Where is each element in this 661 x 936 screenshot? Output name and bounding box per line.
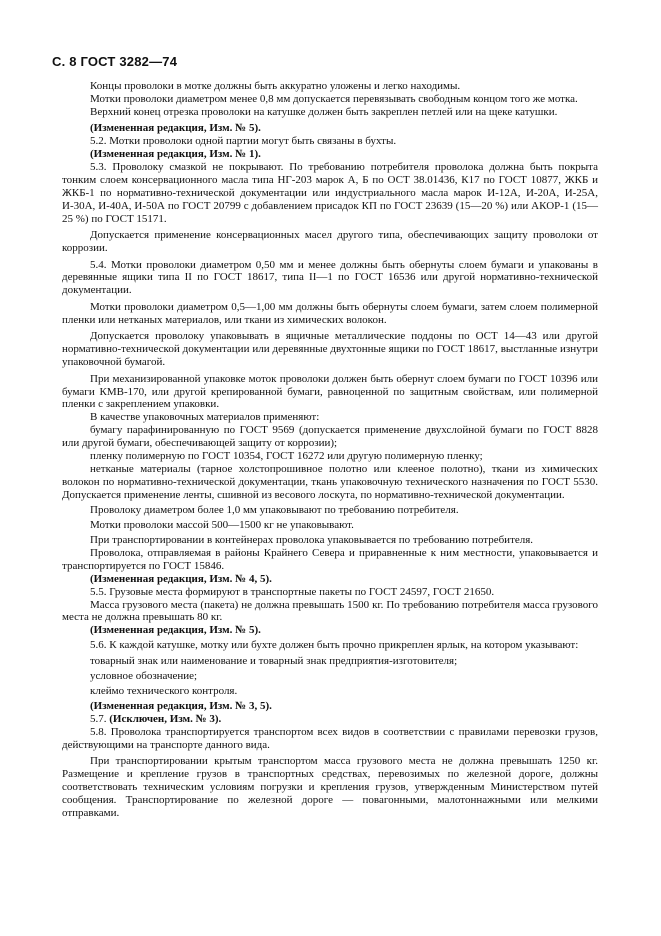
list-item: условное обозначение;: [90, 669, 198, 682]
paragraph: 5.4. Мотки проволоки диаметром 0,50 мм и менее должны быть обернуты слоем бумаги и упакованы в деревянные ящики типа II по ГОСТ 18617, типа II—1 по ГОСТ 16536 или другой нормативно-технической документации.: [62, 258, 598, 297]
paragraph: Допускается проволоку упаковывать в ящичные металлические поддоны по ОСТ 14—43 или другой нормативно-технической документации или деревянные двухтонные ящики по ГОСТ 18617, выстланные изнутри упаковочной бумагой.: [62, 330, 598, 369]
paragraph: 5.5. Грузовые места формируют в транспортные пакеты по ГОСТ 24597, ГОСТ 21650.: [90, 585, 495, 598]
paragraph: нетканые материалы (тарное холстопрошивное полотно или клееное полотно), ткани из химических волокон по нормативно-технической документации, ткань упаковочную технического назначения по ГОСТ 5530. Допускается применение ленты, сшивной из весового лоскута, по нормативно-технической документации.: [62, 462, 598, 501]
paragraph: Мотки проволоки массой 500—1500 кг не упаковывают.: [90, 518, 354, 531]
paragraph: При транспортировании крытым транспортом масса грузового места не должна превышать 1250 кг. Размещение и крепление грузов в транспортных средствах, перевозимых по железной дороге, должны соответствовать техническим условиям погрузки и крепления грузов, утвержденным Министерством путей сообщения. Транспортирование по железной дороге — повагонными, малотоннажными или мелкими отправками.: [62, 755, 598, 819]
amendment-note: (Измененная редакция, Изм. № 3, 5).: [90, 699, 272, 712]
paragraph: При механизированной упаковке моток проволоки должен быть обернут слоем бумаги по ГОСТ 10396 или бумаги КМВ-170, или другой крепированной бумаги, равноценной по защитным свойствам, или полимерной пленки с закреплением упаковки.: [62, 372, 598, 411]
list-item: товарный знак или наименование и товарный знак предприятия-изготовителя;: [90, 654, 458, 667]
clause-status: (Исключен, Изм. № 3).: [109, 712, 222, 725]
paragraph: 5.3. Проволоку смазкой не покрывают. По требованию потребителя проволока должна быть покрыта тонким слоем консервационного масла типа НГ-203 марок А, Б по ОСТ 38.01436, К17 по ГОСТ 10877, ЖКБ и ЖКБ-1 по нормативно-технической документации или индустриального масла марок И-12А, И-20А, И-25А, И-30А, И-40А, И-50А по ГОСТ 20799 с добавлением присадок КП по ГОСТ 23639 (15—20 %) или АКОР-1 (15—25 %) по ГОСТ 15171.: [62, 161, 598, 225]
paragraph: При транспортировании в контейнерах проволока упаковывается по требованию потребителя.: [90, 534, 534, 547]
amendment-note: (Измененная редакция, Изм. № 5).: [90, 624, 261, 637]
list-item: клеймо технического контроля.: [90, 684, 238, 697]
paragraph: 5.8. Проволока транспортируется транспортом всех видов в соответствии с правилами перевозки грузов, действующими на транспорте данного вида.: [62, 725, 598, 751]
paragraph: 5.6. К каждой катушке, мотку или бухте должен быть прочно прикреплен ярлык, на котором указывают:: [90, 639, 579, 652]
paragraph: бумагу парафинированную по ГОСТ 9569 (допускается применение двухслойной бумаги по ГОСТ 8828 или другой бумаги, обеспечивающей защиту от коррозии);: [62, 424, 598, 450]
paragraph: Проволока, отправляемая в районы Крайнего Севера и приравненные к ним местности, упаковывается и транспортируется по ГОСТ 15846.: [62, 546, 598, 572]
paragraph: Верхний конец отрезка проволоки на катушке должен быть закреплен петлей или на щеке катушки.: [90, 105, 558, 118]
paragraph: Мотки проволоки диаметром 0,5—1,00 мм должны быть обернуты слоем бумаги, затем слоем полимерной пленки или нетканых материалов, или ткани из химических волокон.: [62, 300, 598, 326]
paragraph: Проволоку диаметром более 1,0 мм упаковывают по требованию потребителя.: [90, 503, 459, 516]
paragraph: пленку полимерную по ГОСТ 10354, ГОСТ 16272 или другую полимерную пленку;: [90, 450, 483, 463]
paragraph: Концы проволоки в мотке должны быть аккуратно уложены и легко находимы.: [90, 80, 461, 92]
amendment-note: (Измененная редакция, Изм. № 4, 5).: [90, 572, 272, 585]
amendment-note: (Измененная редакция, Изм. № 5).: [90, 122, 261, 135]
amendment-note: (Измененная редакция, Изм. № 1).: [90, 148, 261, 161]
paragraph: 5.2. Мотки проволоки одной партии могут быть связаны в бухты.: [90, 135, 397, 148]
page-header: С. 8 ГОСТ 3282—74: [52, 54, 178, 69]
clause-number: 5.7.: [90, 712, 110, 725]
paragraph: В качестве упаковочных материалов применяют:: [90, 411, 320, 424]
paragraph: Допускается применение консервационных масел другого типа, обеспечивающих защиту проволоки от коррозии.: [62, 229, 598, 255]
excluded-clause: [62, 713, 598, 726]
document-body: [62, 80, 598, 820]
paragraph: Мотки проволоки диаметром менее 0,8 мм допускается перевязывать свободным концом того же мотка.: [90, 92, 578, 105]
paragraph: Масса грузового места (пакета) не должна превышать 1500 кг. По требованию потребителя масса грузового места не должна превышать 80 кг.: [62, 598, 598, 624]
